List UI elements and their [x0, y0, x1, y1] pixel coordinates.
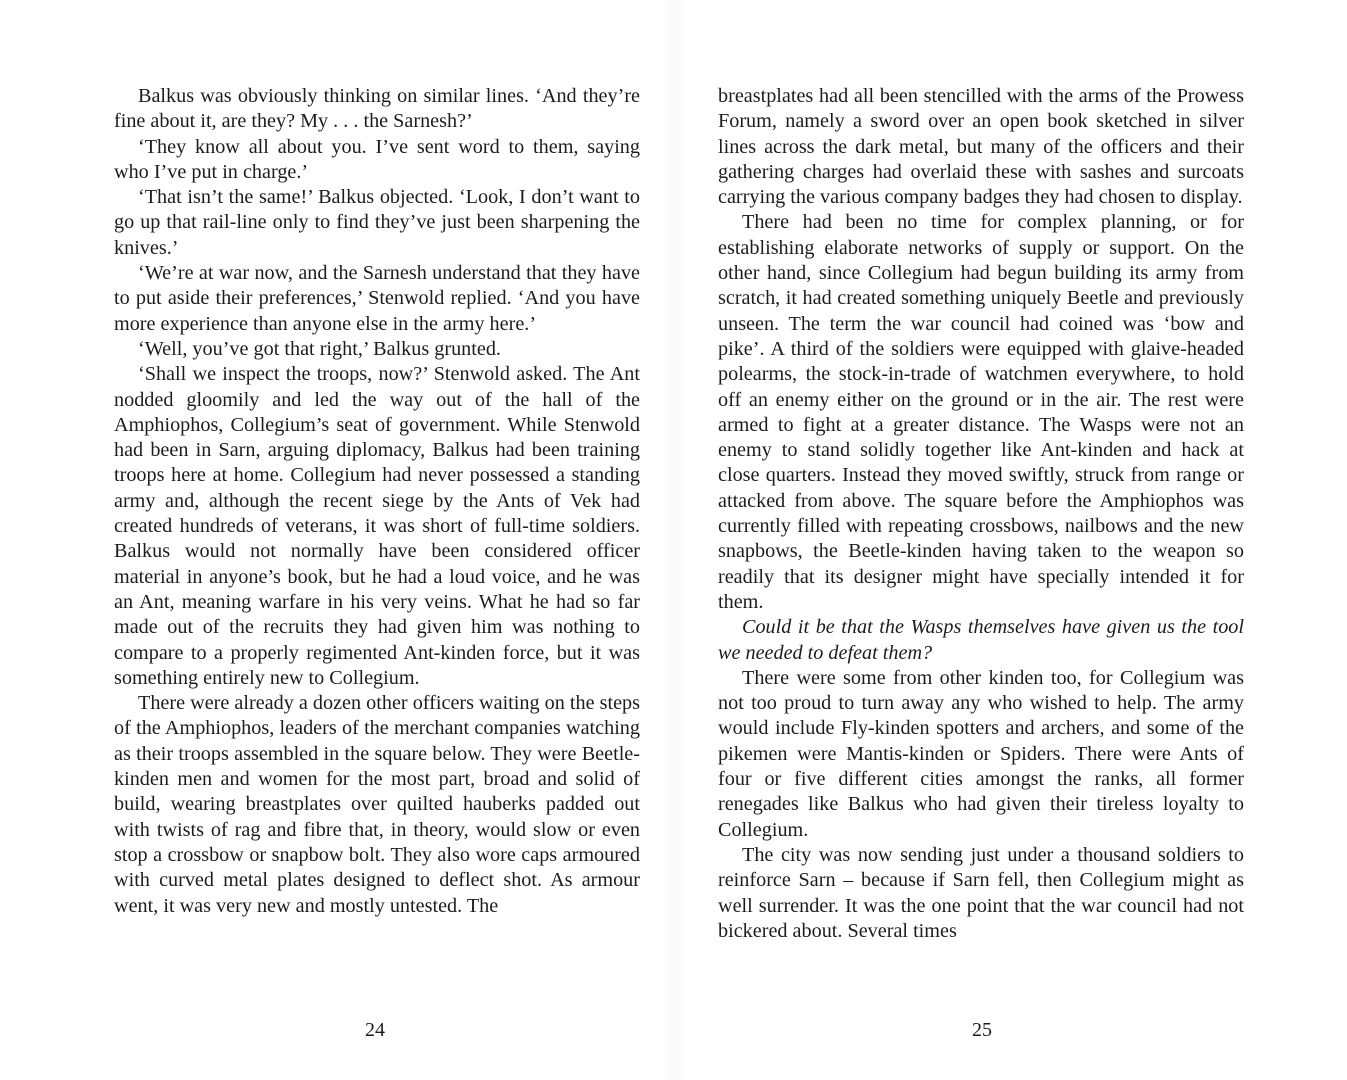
- paragraph: There had been no time for complex planning, or for establishing elaborate networks of supply or support. On the other hand, since Collegium had begun building its army from scratch, it had created something uniquely Beetle and previously unseen. The term the war council had coined was ‘bow and pike’. A third of the soldiers were equipped with glaive-headed polearms, the stock-in-trade of watchmen everywhere, to hold off an enemy either on the ground or in the air. The rest were armed to fight at a greater distance. The Wasps were not an enemy to stand solidly together like Ant-kinden and hack at close quarters. Instead they moved swiftly, struck from range or attacked from above. The square before the Amphiophos was currently filled with repeating crossbows, nailbows and the new snapbows, the Beetle-kinden having taken to the weapon so readily that its designer might have specially intended it for them.: [718, 211, 1244, 613]
- page-number-left: 24: [365, 1019, 385, 1041]
- paragraph: There were some from other kinden too, for Collegium was not too proud to turn away any who wished to help. The army would include Fly-kinden spotters and archers, and some of the pikemen were Mantis-kinden or Spiders. There were Ants of four or five different cities amongst the ranks, all former renegades like Balkus who had given their tireless loyalty to Collegium.: [718, 666, 1244, 841]
- paragraph: ‘We’re at war now, and the Sarnesh understand that they have to put aside their preferences,’ Stenwold replied. ‘And you have more experience than anyone else in the army here.’: [114, 262, 640, 335]
- paragraph: There were already a dozen other officers waiting on the steps of the Amphiophos, leaders of the merchant companies watching as their troops assembled in the square below. They were Beetle-kinden men and women for the most part, broad and solid of build, wearing breastplates over quilted hauberks padded out with twists of rag and fibre that, in theory, would slow or even stop a crossbow or snapbow bolt. They also wore caps armoured with curved metal plates designed to deflect shot. As armour went, it was very new and mostly untested. The: [114, 692, 640, 917]
- paragraph: The city was now sending just under a thousand soldiers to reinforce Sarn – because if Sarn fell, then Collegium might as well surrender. It was the one point that the war council had not bickered about. Several times: [718, 843, 1244, 942]
- paragraph: ‘Shall we inspect the troops, now?’ Stenwold asked. The Ant nodded gloomily and led the way out of the hall of the Amphiophos, Collegium’s seat of government. While Stenwold had been in Sarn, arguing diplomacy, Balkus had been training troops here at home. Collegium had never possessed a standing army and, although the recent siege by the Ants of Vek had created hundreds of veterans, it was short of full-time soldiers. Balkus would not normally have been considered officer material in anyone’s book, but he had a loud voice, and he was an Ant, meaning warfare in his very veins. What he had so far made out of the recruits they had given him was nothing to compare to a properly regimented Ant-kinden force, but it was something entirely new to Collegium.: [114, 363, 640, 689]
- paragraph: ‘They know all about you. I’ve sent word to them, saying who I’ve put in charge.’: [114, 135, 640, 183]
- paragraph: ‘That isn’t the same!’ Balkus objected. ‘Look, I don’t want to go up that rail-line only to find they’ve just been sharpening the knives.’: [114, 186, 640, 259]
- italic-thought: Could it be that the Wasps themselves have given us the tool we needed to defeat them?: [718, 616, 1244, 664]
- paragraph: Balkus was obviously thinking on similar lines. ‘And they’re fine about it, are they? My . . . the Sarnesh?’: [114, 85, 640, 133]
- left-page: [114, 84, 640, 919]
- paragraph: ‘Well, you’ve got that right,’ Balkus grunted.: [138, 337, 501, 360]
- page-number-right: 25: [972, 1019, 992, 1041]
- right-page: [718, 84, 1244, 944]
- book-gutter: [660, 0, 688, 1080]
- continued-paragraph: breastplates had all been stencilled with the arms of the Prowess Forum, namely a sword over an open book sketched in silver lines across the dark metal, but many of the officers and their gathering charges had overlaid these with sashes and surcoats carrying the various company badges they had chosen to display.: [718, 85, 1244, 209]
